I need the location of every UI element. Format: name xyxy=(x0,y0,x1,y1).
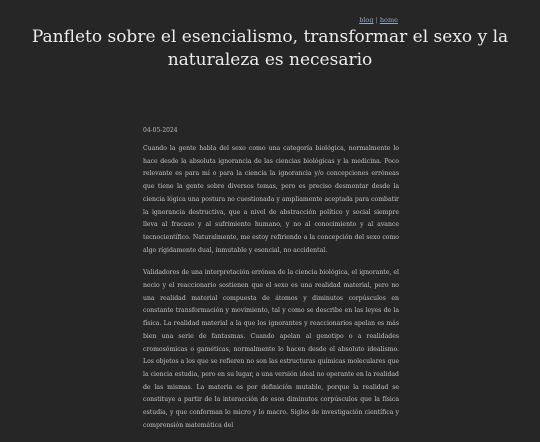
post-content xyxy=(143,143,399,442)
nav-separator: | xyxy=(375,16,378,24)
nav-link-blog[interactable]: blog xyxy=(359,16,374,24)
post-title: Panfleto sobre el esencialismo, transformar el sexo y la naturaleza es necesario xyxy=(31,27,509,70)
post-paragraph-2: Validadores de una interpretación errónea de la ciencia biológica, el ignorante, el necio y el reaccionario sostienen que el sexo es una realidad material, pero no una realidad material compuesta de átomos y diminutos corpúsculos en constante transformación y movimiento, tal y como se describe en las leyes de la física. La realidad material a la que los ignorantes y reaccionarios apelan es más bien una serie de fantasmas. Cuando apelan al genotipo o a realidades cromosómicas o gaméticas, normalmente lo hacen desde el absoluto idealismo. Los objetos a los que se refieren no son las estructuras químicas moleculares que la ciencia estudia, pero en su lugar, a una versión ideal no operante en la realidad de las mismas. La materia es por definición mutable, porque la realidad se constituye a partir de la interacción de esos diminutos corpúsculos que la física estudia, y que conforman lo micro y lo macro. Siglos de investigación científica y comprensión matemática del xyxy=(143,269,399,429)
top-nav xyxy=(359,16,398,24)
post-date: 04-05-2024 xyxy=(143,127,178,134)
nav-link-home[interactable]: home xyxy=(379,16,398,24)
post-paragraph-1: Cuando la gente habla del sexo como una categoría biológica, normalmente lo hace desde la absoluta ignorancia de las ciencias biológicas y la medicina. Poco relevante es para mí o para la ciencia la ignorancia y/o concepciones erróneas que tiene la gente sobre diversos temas, pero es preciso desmontar desde la ciencia lógica una postura no cuestionada y ampliamente aceptada para combatir la ignorancia destructiva, que a nivel de abstracción político y social siempre lleva al fracaso y al sufrimiento humano, y no al conocimiento y al avance tecnocientífico. Naturalmente, me estoy refiriendo a la concepción del sexo como algo rígidamente dual, inmutable y esencial, no accidental. xyxy=(143,145,399,254)
